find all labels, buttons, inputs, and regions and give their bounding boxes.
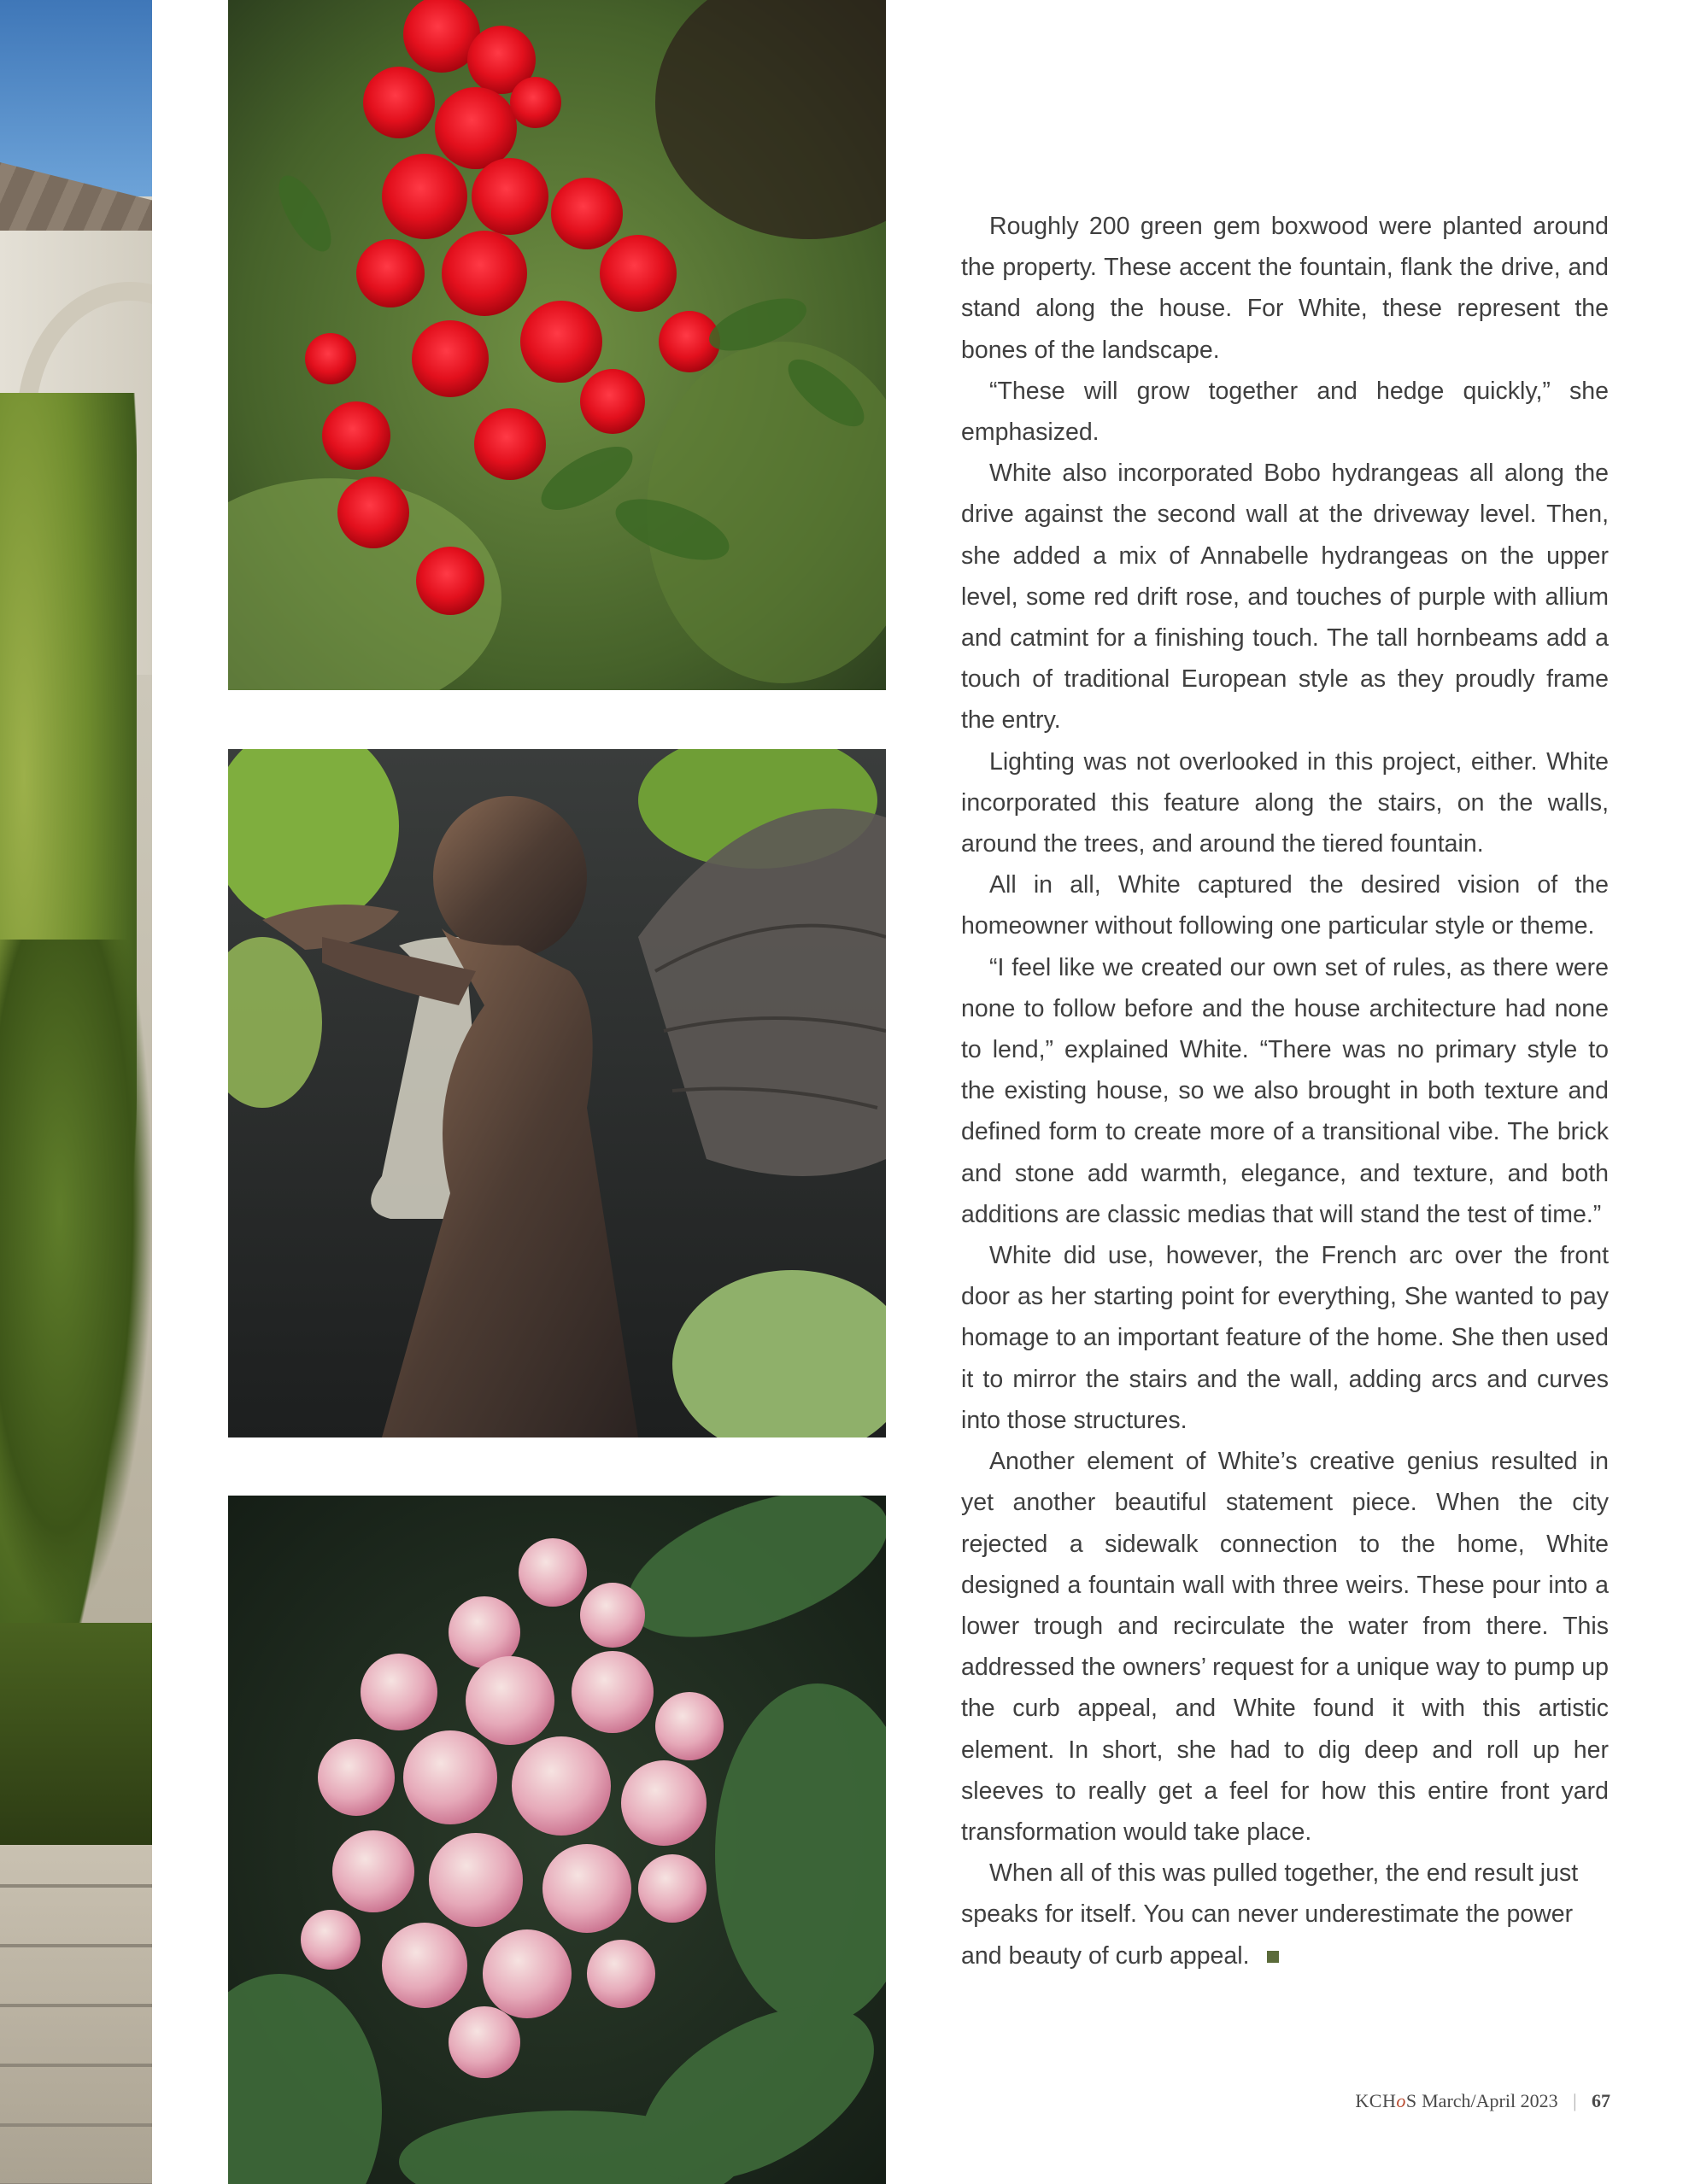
fairy-statue-photo [228,749,886,1437]
paragraph: White also incorporated Bobo hydrangeas all along the drive against the second wall at the driveway level. Then, she added a mix of Annabelle hydrangeas on the upper level, some red drift rose, and touches of purple with allium and catmint for a finishing touch. The tall hornbeams add a touch of traditional European style as they proudly frame the entry. [961,460,1609,735]
paragraph: Roughly 200 green gem boxwood were planted around the property. These accent the fountain, flank the drive, and stand along the house. For White, these represent the bones of the landscape. [961,213,1609,364]
paragraph: All in all, White captured the desired vision of the homeowner without following one particular style or theme. [961,871,1609,940]
paragraph-final [961,1853,1609,1976]
page-folio [1355,2090,1610,2112]
magazine-name-prefix: KCH [1355,2090,1397,2111]
paragraph: “I feel like we created our own set of rules, as there were none to follow before and the house architecture had none to lend,” explained White. “There was no primary style to the existing house, so we also brought in both texture and defined form to create more of a transitional vibe. The brick and stone add warmth, elegance, and texture, and both additions are classic medias that will stand the test of time.” [961,953,1609,1228]
pink-hydrangea-photo [228,1496,886,2184]
magazine-name-o: o [1396,2090,1406,2111]
paragraph-final-text: When all of this was pulled together, the end result just speaks for itself. You can never underestimate the power and beauty of curb appeal. [961,1859,1579,1970]
paragraph: Lighting was not overlooked in this project, either. White incorporated this feature along the stairs, on the walls, around the trees, and around the tiered fountain. [961,747,1609,858]
paragraph: Another element of White’s creative genius resulted in yet another beautiful statement piece. When the city rejected a sidewalk connection to the home, White designed a fountain wall with three weirs. These pour into a lower trough and recirculate the water from there. This addressed the owners’ request for a unique way to pump up the curb appeal, and White found it with this artistic element. In short, she had to dig deep and roll up her sleeves to really get a feel for how this entire front yard transformation would take place. [961,1448,1609,1846]
house-exterior-photo-edge [0,0,152,2184]
paragraph: White did use, however, the French arc over the front door as her starting point for everything, She wanted to pay homage to an important feature of the home. She then used it to mirror the stairs and the wall, adding arcs and curves into those structures. [961,1242,1609,1434]
end-of-article-mark [1267,1951,1279,1963]
magazine-name-suffix: S [1405,2090,1417,2111]
page-number: 67 [1592,2090,1610,2111]
folio-separator: | [1573,2090,1577,2111]
issue-date: March/April 2023 [1422,2090,1558,2111]
article-body [961,206,1609,1976]
red-roses-photo [228,0,886,690]
paragraph: “These will grow together and hedge quickly,” she emphasized. [961,377,1609,447]
magazine-name [1355,2090,1416,2111]
